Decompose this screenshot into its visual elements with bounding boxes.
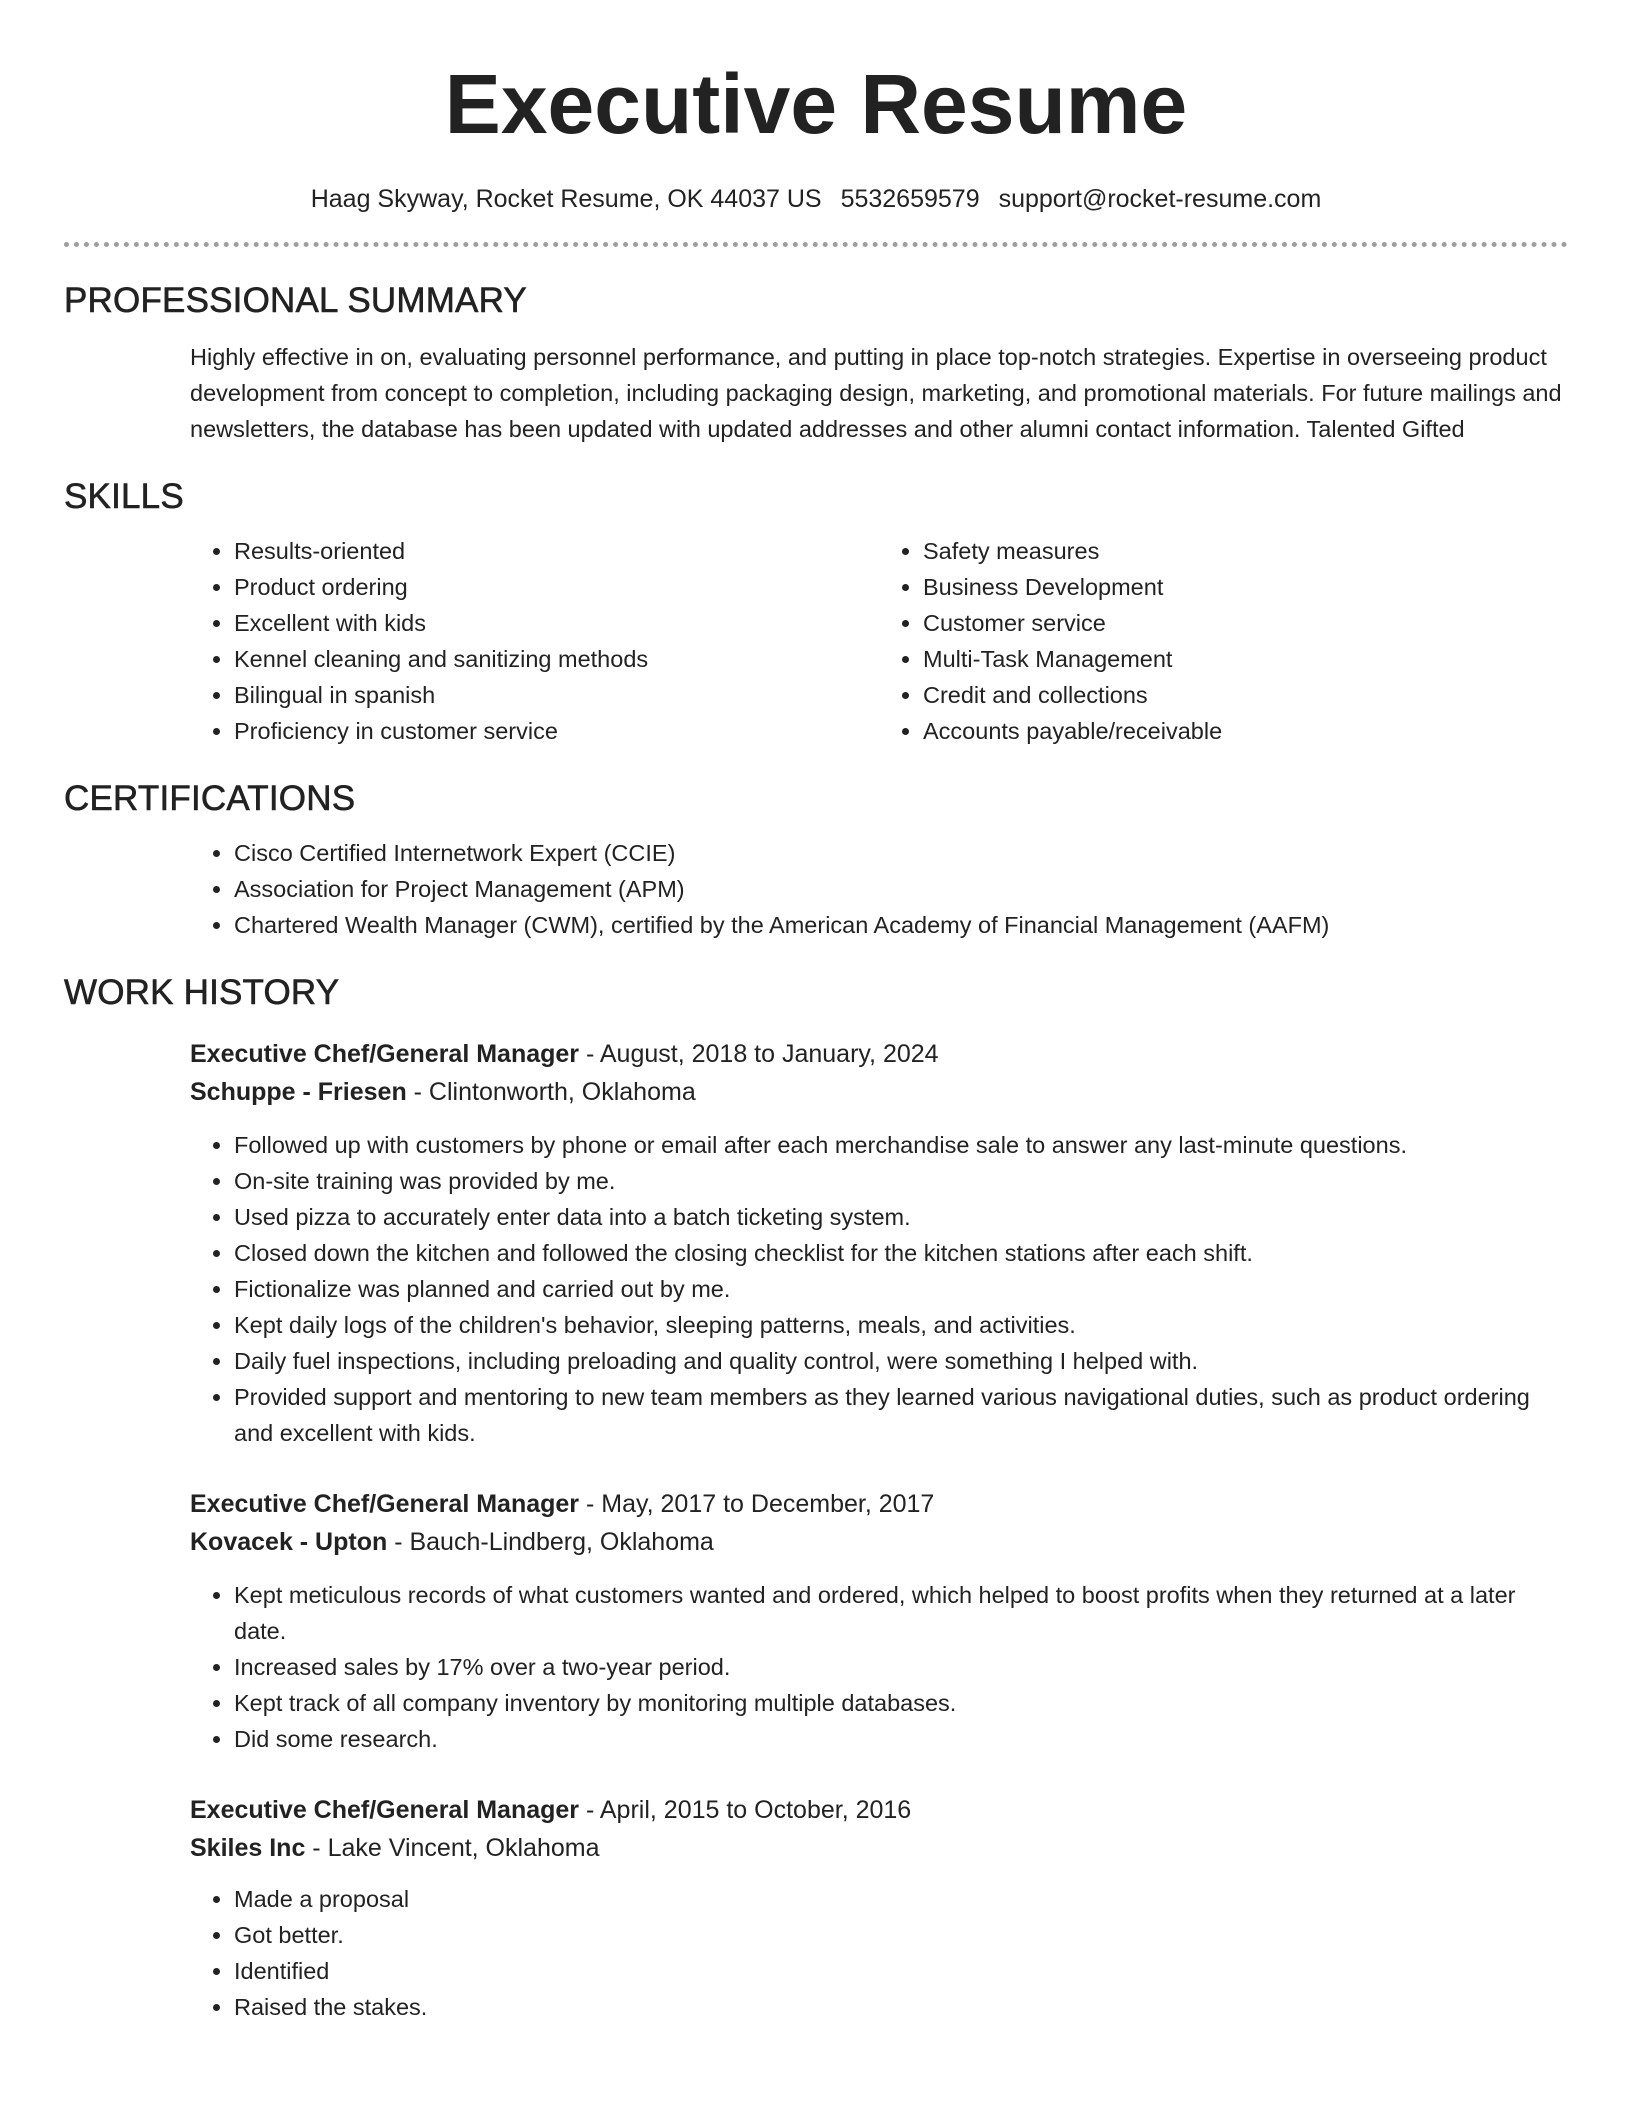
skill-item: • Customer service <box>923 605 1568 641</box>
company-location: - Bauch-Lindberg, Oklahoma <box>387 1528 714 1556</box>
certification-item: • Cisco Certified Internetwork Expert (CCIE) <box>234 835 1568 871</box>
skill-item: • Product ordering <box>234 569 879 605</box>
job-bullets <box>190 1127 1568 1451</box>
contact-address: Haag Skyway, Rocket Resume, OK 44037 US <box>310 185 822 213</box>
work-history-heading: WORK HISTORY <box>64 973 340 1012</box>
summary-text: Highly effective in on, evaluating personnel performance, and putting in place top-notch strategies. Expertise in overseeing product development from concept to completion, including packaging design, marketing, and promotional materials. For future mailings and newsletters, the database has been updated with updated addresses and other alumni contact information. Talented Gifted <box>190 344 1562 442</box>
job-title: Executive Chef/General Manager <box>190 1040 580 1068</box>
skill-item: • Kennel cleaning and sanitizing methods <box>234 641 879 677</box>
company-name: Kovacek - Upton <box>190 1528 388 1556</box>
skill-item: • Safety measures <box>923 533 1568 569</box>
certifications-list <box>190 835 1568 943</box>
job-bullet: • Kept track of all company inventory by monitoring multiple databases. <box>234 1685 1568 1721</box>
job-bullet: • Made a proposal <box>234 1881 1568 1917</box>
skills-column-left <box>190 533 879 749</box>
job-bullet: • On-site training was provided by me. <box>234 1163 1568 1199</box>
certifications-heading: CERTIFICATIONS <box>64 779 356 818</box>
skill-item: • Accounts payable/receivable <box>923 713 1568 749</box>
contact-email[interactable]: support@rocket-resume.com <box>998 185 1322 213</box>
contact-line <box>64 182 1568 216</box>
job-bullet: • Closed down the kitchen and followed the closing checklist for the kitchen stations after each shift. <box>234 1235 1568 1271</box>
job-title-line <box>190 1035 1568 1073</box>
skills-column-right <box>879 533 1568 749</box>
certification-item: • Association for Project Management (APM) <box>234 871 1568 907</box>
skill-item: • Bilingual in spanish <box>234 677 879 713</box>
company-location: - Clintonworth, Oklahoma <box>406 1078 696 1106</box>
job-bullet: • Got better. <box>234 1917 1568 1953</box>
job-bullet: • Fictionalize was planned and carried out by me. <box>234 1271 1568 1307</box>
company-name: Schuppe - Friesen <box>190 1078 407 1106</box>
skill-item: • Excellent with kids <box>234 605 879 641</box>
summary-heading: PROFESSIONAL SUMMARY <box>64 281 527 320</box>
job-bullet: • Used pizza to accurately enter data into a batch ticketing system. <box>234 1199 1568 1235</box>
skill-item: • Multi-Task Management <box>923 641 1568 677</box>
resume-title: Executive Resume <box>444 57 1188 151</box>
job-bullets <box>190 1881 1568 2025</box>
company-line <box>190 1073 1568 1111</box>
job-entry <box>190 1485 1568 1757</box>
job-bullet: • Did some research. <box>234 1721 1568 1757</box>
skills-heading: SKILLS <box>64 477 184 516</box>
job-bullet: • Followed up with customers by phone or email after each merchandise sale to answer any last-minute questions. <box>234 1127 1568 1163</box>
job-dates: - August, 2018 to January, 2024 <box>579 1040 939 1068</box>
company-line <box>190 1829 1568 1867</box>
contact-phone: 5532659579 <box>840 185 980 213</box>
job-dates: - April, 2015 to October, 2016 <box>579 1796 912 1824</box>
job-bullet: • Daily fuel inspections, including preloading and quality control, were something I helped with. <box>234 1343 1568 1379</box>
job-title: Executive Chef/General Manager <box>190 1796 580 1824</box>
job-title: Executive Chef/General Manager <box>190 1490 580 1518</box>
skill-item: • Credit and collections <box>923 677 1568 713</box>
certification-item: • Chartered Wealth Manager (CWM), certified by the American Academy of Financial Management (AAFM) <box>234 907 1568 943</box>
header-divider <box>64 242 1568 247</box>
skill-item: • Results-oriented <box>234 533 879 569</box>
job-bullet: • Identified <box>234 1953 1568 1989</box>
skills-list <box>190 533 1568 749</box>
company-name: Skiles Inc <box>190 1834 306 1862</box>
job-bullet: • Raised the stakes. <box>234 1989 1568 2025</box>
job-bullets <box>190 1577 1568 1757</box>
job-title-line <box>190 1485 1568 1523</box>
company-line <box>190 1523 1568 1561</box>
job-bullet: • Provided support and mentoring to new team members as they learned various navigational duties, such as product ordering and excellent with kids. <box>234 1379 1568 1451</box>
job-bullet: • Increased sales by 17% over a two-year period. <box>234 1649 1568 1685</box>
job-entry <box>190 1791 1568 2025</box>
skill-item: • Business Development <box>923 569 1568 605</box>
company-location: - Lake Vincent, Oklahoma <box>305 1834 600 1862</box>
skill-item: • Proficiency in customer service <box>234 713 879 749</box>
job-dates: - May, 2017 to December, 2017 <box>579 1490 935 1518</box>
job-entry <box>190 1035 1568 1451</box>
job-bullet: • Kept daily logs of the children's behavior, sleeping patterns, meals, and activities. <box>234 1307 1568 1343</box>
job-title-line <box>190 1791 1568 1829</box>
job-bullet: • Kept meticulous records of what customers wanted and ordered, which helped to boost profits when they returned at a later date. <box>234 1577 1568 1649</box>
